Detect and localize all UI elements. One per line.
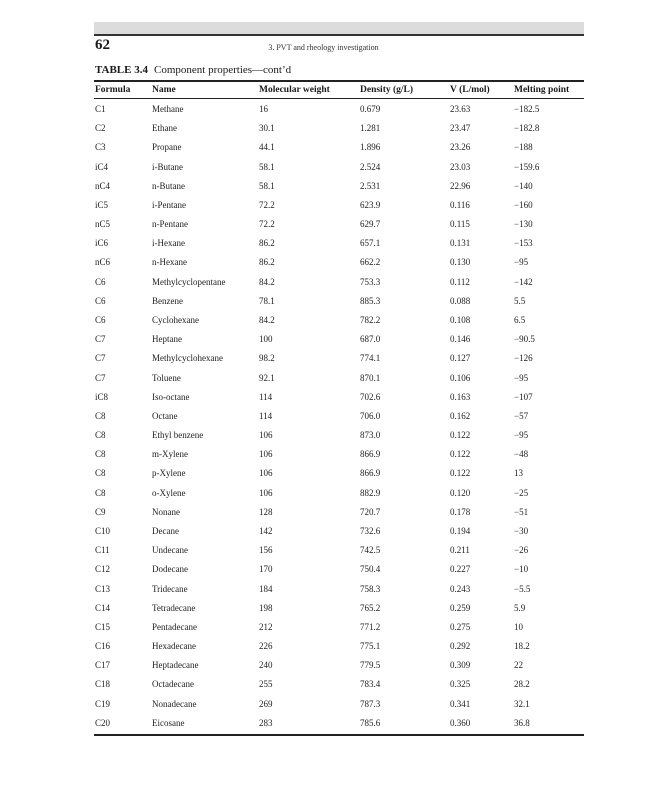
molar-volume-cell: 0.106: [450, 372, 471, 383]
molecular-weight-cell: 106: [259, 449, 273, 460]
melting-point-cell: 5.5: [514, 295, 526, 306]
density-cell: 1.281: [360, 123, 381, 134]
header-molecular-weight: Molecular weight: [259, 85, 330, 95]
name-cell: o-Xylene: [152, 487, 186, 498]
melting-point-cell: 18.2: [514, 641, 530, 652]
page-number: 62: [95, 37, 110, 53]
table-row: [0, 618, 647, 637]
header-molar-volume: V (L/mol): [450, 85, 490, 95]
table-top-rule: [94, 80, 584, 82]
molar-volume-cell: 0.341: [450, 698, 471, 709]
table-row: [0, 522, 647, 541]
melting-point-cell: −182.5: [514, 104, 540, 114]
molecular-weight-cell: 106: [259, 468, 273, 479]
name-cell: Hexadecane: [152, 641, 196, 652]
formula-cell: C14: [95, 602, 111, 613]
density-cell: 750.4: [360, 564, 381, 575]
melting-point-cell: −95: [514, 430, 529, 441]
name-cell: n-Hexane: [152, 257, 187, 268]
name-cell: i-Butane: [152, 161, 183, 172]
molar-volume-cell: 0.259: [450, 602, 471, 613]
molecular-weight-cell: 86.2: [259, 257, 275, 268]
formula-cell: iC8: [95, 391, 109, 402]
molecular-weight-cell: 30.1: [259, 123, 275, 134]
molar-volume-cell: 0.292: [450, 641, 471, 652]
melting-point-cell: −107: [514, 391, 533, 402]
formula-cell: C7: [95, 334, 106, 345]
density-cell: 2.531: [360, 180, 381, 191]
molecular-weight-cell: 114: [259, 391, 273, 402]
molecular-weight-cell: 156: [259, 545, 273, 556]
table-row: [0, 407, 647, 426]
formula-cell: C6: [95, 295, 106, 306]
formula-cell: C7: [95, 372, 106, 383]
table-row: [0, 580, 647, 599]
table-row: [0, 196, 647, 215]
melting-point-cell: 13: [514, 468, 523, 479]
name-cell: Undecane: [152, 545, 188, 556]
molecular-weight-cell: 184: [259, 583, 273, 594]
molar-volume-cell: 0.088: [450, 295, 471, 306]
molecular-weight-cell: 255: [259, 679, 273, 690]
density-cell: 779.5: [360, 660, 381, 671]
melting-point-cell: −182.8: [514, 123, 540, 134]
table-label: TABLE 3.4: [95, 64, 148, 76]
density-cell: 629.7: [360, 219, 381, 230]
melting-point-cell: −25: [514, 487, 529, 498]
header-band: [94, 22, 584, 34]
formula-cell: C8: [95, 410, 106, 421]
molecular-weight-cell: 283: [259, 717, 273, 728]
melting-point-cell: −26: [514, 545, 529, 556]
header-melting-point: Melting point: [514, 85, 570, 95]
molar-volume-cell: 0.243: [450, 583, 471, 594]
density-cell: 873.0: [360, 430, 381, 441]
density-cell: 885.3: [360, 295, 381, 306]
table-row: [0, 695, 647, 714]
density-cell: 775.1: [360, 641, 381, 652]
density-cell: 783.4: [360, 679, 381, 690]
molar-volume-cell: 23.03: [450, 161, 471, 172]
density-cell: 771.2: [360, 621, 381, 632]
name-cell: Tetradecane: [152, 602, 196, 613]
melting-point-cell: 28.2: [514, 679, 530, 690]
melting-point-cell: −90.5: [514, 334, 535, 345]
formula-cell: C11: [95, 545, 110, 556]
density-cell: 732.6: [360, 525, 381, 536]
density-cell: 702.6: [360, 391, 381, 402]
table-row: [0, 177, 647, 196]
melting-point-cell: −142: [514, 276, 533, 287]
molar-volume-cell: 23.26: [450, 142, 471, 153]
density-cell: 753.3: [360, 276, 381, 287]
name-cell: Pentadecane: [152, 621, 197, 632]
table-row: [0, 675, 647, 694]
formula-cell: C8: [95, 449, 106, 460]
table-row: [0, 253, 647, 272]
name-cell: Ethyl benzene: [152, 430, 204, 441]
table-row: [0, 656, 647, 675]
name-cell: Decane: [152, 525, 179, 536]
name-cell: Eicosane: [152, 717, 185, 728]
table-row: [0, 158, 647, 177]
formula-cell: C1: [95, 104, 106, 114]
density-cell: 657.1: [360, 238, 381, 249]
table-title: Component properties—cont’d: [153, 64, 292, 76]
table-row: [0, 234, 647, 253]
table-row: [0, 599, 647, 618]
table-bottom-rule: [94, 734, 584, 736]
formula-cell: C6: [95, 314, 106, 325]
formula-cell: C3: [95, 142, 106, 153]
name-cell: i-Pentane: [152, 199, 186, 210]
table-row: [0, 349, 647, 368]
density-cell: 866.9: [360, 449, 381, 460]
molecular-weight-cell: 92.1: [259, 372, 275, 383]
molar-volume-cell: 0.309: [450, 660, 471, 671]
density-cell: 720.7: [360, 506, 381, 517]
density-cell: 2.524: [360, 161, 381, 172]
melting-point-cell: 5.9: [514, 602, 526, 613]
formula-cell: iC6: [95, 238, 109, 249]
molar-volume-cell: 0.112: [450, 276, 470, 287]
density-cell: 1.896: [360, 142, 381, 153]
molecular-weight-cell: 84.2: [259, 314, 275, 325]
melting-point-cell: −126: [514, 353, 533, 364]
molecular-weight-cell: 58.1: [259, 161, 275, 172]
formula-cell: C15: [95, 621, 111, 632]
density-cell: 882.9: [360, 487, 381, 498]
density-cell: 787.3: [360, 698, 381, 709]
formula-cell: iC5: [95, 199, 109, 210]
molar-volume-cell: 22.96: [450, 180, 471, 191]
molecular-weight-cell: 58.1: [259, 180, 275, 191]
name-cell: Cyclohexane: [152, 314, 199, 325]
table-row: [0, 503, 647, 522]
melting-point-cell: −95: [514, 372, 529, 383]
formula-cell: C18: [95, 679, 111, 690]
molecular-weight-cell: 269: [259, 698, 273, 709]
name-cell: Benzene: [152, 295, 183, 306]
density-cell: 774.1: [360, 353, 381, 364]
molar-volume-cell: 0.130: [450, 257, 471, 268]
molar-volume-cell: 0.116: [450, 199, 470, 210]
formula-cell: nC5: [95, 219, 111, 230]
density-cell: 765.2: [360, 602, 381, 613]
melting-point-cell: 36.8: [514, 717, 530, 728]
density-cell: 662.2: [360, 257, 381, 268]
molecular-weight-cell: 100: [259, 334, 273, 345]
melting-point-cell: −48: [514, 449, 529, 460]
melting-point-cell: 22: [514, 660, 523, 671]
table-row: [0, 714, 647, 733]
header-name: Name: [152, 85, 176, 95]
melting-point-cell: −57: [514, 410, 529, 421]
molar-volume-cell: 0.108: [450, 314, 471, 325]
table-row: [0, 541, 647, 560]
name-cell: i-Hexane: [152, 238, 185, 249]
molecular-weight-cell: 128: [259, 506, 273, 517]
table-row: [0, 273, 647, 292]
name-cell: Propane: [152, 142, 182, 153]
table-row: [0, 484, 647, 503]
name-cell: Nonadecane: [152, 698, 197, 709]
formula-cell: nC6: [95, 257, 111, 268]
name-cell: n-Butane: [152, 180, 185, 191]
density-cell: 758.3: [360, 583, 381, 594]
name-cell: Octadecane: [152, 679, 194, 690]
formula-cell: C17: [95, 660, 111, 671]
molecular-weight-cell: 142: [259, 525, 273, 536]
molecular-weight-cell: 72.2: [259, 199, 275, 210]
density-cell: 706.0: [360, 410, 381, 421]
name-cell: Methylcyclohexane: [152, 353, 223, 364]
melting-point-cell: −140: [514, 180, 533, 191]
molecular-weight-cell: 84.2: [259, 276, 275, 287]
molar-volume-cell: 23.47: [450, 123, 471, 134]
formula-cell: C8: [95, 430, 106, 441]
molar-volume-cell: 0.360: [450, 717, 471, 728]
melting-point-cell: −188: [514, 142, 533, 153]
molar-volume-cell: 0.194: [450, 525, 471, 536]
table-row: [0, 464, 647, 483]
density-cell: 785.6: [360, 717, 381, 728]
name-cell: Iso-octane: [152, 391, 190, 402]
name-cell: Methylcyclopentane: [152, 276, 226, 287]
molar-volume-cell: 0.211: [450, 545, 470, 556]
molecular-weight-cell: 106: [259, 487, 273, 498]
melting-point-cell: −51: [514, 506, 529, 517]
table-row: [0, 215, 647, 234]
table-row: [0, 369, 647, 388]
name-cell: Methane: [152, 104, 184, 114]
melting-point-cell: −159.6: [514, 161, 540, 172]
formula-cell: C16: [95, 641, 111, 652]
melting-point-cell: −95: [514, 257, 529, 268]
molecular-weight-cell: 170: [259, 564, 273, 575]
table-row: [0, 388, 647, 407]
molecular-weight-cell: 106: [259, 430, 273, 441]
header-formula: Formula: [95, 85, 131, 95]
molar-volume-cell: 0.122: [450, 449, 471, 460]
molar-volume-cell: 0.122: [450, 468, 471, 479]
name-cell: Toluene: [152, 372, 181, 383]
formula-cell: C8: [95, 487, 106, 498]
table-row: [0, 311, 647, 330]
molar-volume-cell: 0.146: [450, 334, 471, 345]
name-cell: Heptadecane: [152, 660, 199, 671]
melting-point-cell: 32.1: [514, 698, 530, 709]
molar-volume-cell: 0.325: [450, 679, 471, 690]
molar-volume-cell: 0.162: [450, 410, 471, 421]
melting-point-cell: −153: [514, 238, 533, 249]
formula-cell: C12: [95, 564, 111, 575]
formula-cell: C7: [95, 353, 106, 364]
formula-cell: C13: [95, 583, 111, 594]
header-rule: [94, 34, 584, 36]
formula-cell: C20: [95, 717, 111, 728]
formula-cell: C10: [95, 525, 111, 536]
molecular-weight-cell: 212: [259, 621, 273, 632]
table-caption: [95, 64, 291, 76]
table-row: [0, 426, 647, 445]
name-cell: Heptane: [152, 334, 182, 345]
density-cell: 0.679: [360, 104, 381, 114]
molar-volume-cell: 23.63: [450, 104, 471, 114]
melting-point-cell: 10: [514, 621, 523, 632]
melting-point-cell: −30: [514, 525, 529, 536]
density-cell: 742.5: [360, 545, 381, 556]
table-header-rule: [94, 98, 584, 99]
table-row: [0, 138, 647, 157]
molecular-weight-cell: 98.2: [259, 353, 275, 364]
density-cell: 782.2: [360, 314, 381, 325]
molar-volume-cell: 0.275: [450, 621, 471, 632]
molecular-weight-cell: 44.1: [259, 142, 275, 153]
table-row: [0, 119, 647, 138]
molecular-weight-cell: 114: [259, 410, 273, 421]
density-cell: 687.0: [360, 334, 381, 345]
formula-cell: C8: [95, 468, 106, 479]
molar-volume-cell: 0.178: [450, 506, 471, 517]
formula-cell: C19: [95, 698, 111, 709]
name-cell: Octane: [152, 410, 178, 421]
formula-cell: nC4: [95, 180, 111, 191]
molar-volume-cell: 0.115: [450, 219, 470, 230]
melting-point-cell: 6.5: [514, 314, 526, 325]
name-cell: Ethane: [152, 123, 177, 134]
molar-volume-cell: 0.131: [450, 238, 471, 249]
table-row: [0, 445, 647, 464]
melting-point-cell: −130: [514, 219, 533, 230]
molecular-weight-cell: 198: [259, 602, 273, 613]
melting-point-cell: −5.5: [514, 583, 531, 594]
molar-volume-cell: 0.120: [450, 487, 471, 498]
table-row: [0, 560, 647, 579]
melting-point-cell: −10: [514, 564, 529, 575]
name-cell: Tridecane: [152, 583, 188, 594]
table-row: [0, 100, 647, 119]
molar-volume-cell: 0.127: [450, 353, 471, 364]
density-cell: 870.1: [360, 372, 381, 383]
molecular-weight-cell: 86.2: [259, 238, 275, 249]
molecular-weight-cell: 78.1: [259, 295, 275, 306]
formula-cell: C6: [95, 276, 106, 287]
density-cell: 866.9: [360, 468, 381, 479]
running-head: 3. PVT and rheology investigation: [268, 43, 379, 52]
molecular-weight-cell: 240: [259, 660, 273, 671]
melting-point-cell: −160: [514, 199, 533, 210]
name-cell: m-Xylene: [152, 449, 188, 460]
formula-cell: iC4: [95, 161, 109, 172]
formula-cell: C9: [95, 506, 106, 517]
table-row: [0, 330, 647, 349]
name-cell: p-Xylene: [152, 468, 186, 479]
name-cell: Nonane: [152, 506, 180, 517]
table-row: [0, 292, 647, 311]
molar-volume-cell: 0.163: [450, 391, 471, 402]
header-density: Density (g/L): [360, 85, 414, 95]
molar-volume-cell: 0.227: [450, 564, 471, 575]
formula-cell: C2: [95, 123, 106, 134]
molecular-weight-cell: 226: [259, 641, 273, 652]
molecular-weight-cell: 72.2: [259, 219, 275, 230]
table-row: [0, 637, 647, 656]
name-cell: n-Pentane: [152, 219, 188, 230]
density-cell: 623.9: [360, 199, 381, 210]
molar-volume-cell: 0.122: [450, 430, 471, 441]
molecular-weight-cell: 16: [259, 104, 268, 114]
name-cell: Dodecane: [152, 564, 188, 575]
